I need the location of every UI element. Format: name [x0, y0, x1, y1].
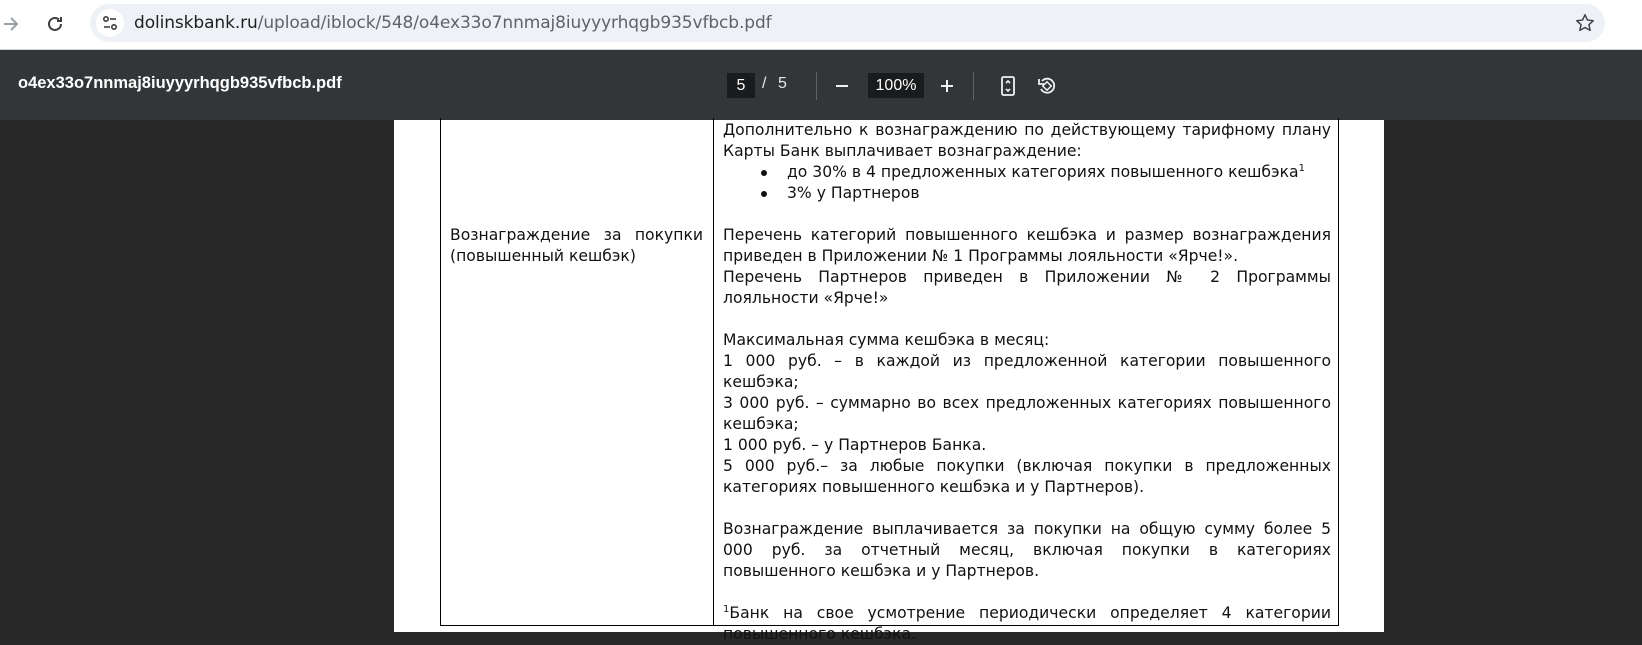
- footnote-marker: 1: [723, 604, 730, 615]
- table-cell-content: [723, 120, 1331, 645]
- url-host: dolinskbank.ru: [134, 13, 258, 33]
- fit-to-page-button[interactable]: [992, 70, 1024, 102]
- footnote-marker: 1: [1298, 163, 1305, 174]
- footnote-text: Банк на свое усмотрение периодически определяет 4 категории повышенного кешбэка.: [723, 604, 1331, 643]
- document-table: [440, 118, 1339, 643]
- categories-paragraph: Перечень категорий повышенного кешбэка и размер вознаграждения приведен в Приложении № 1 Программы лояльности «Ярче!».: [723, 226, 1331, 265]
- page-separator: /: [762, 75, 767, 92]
- table-column-divider: [713, 118, 714, 625]
- list-item: 3% у Партнеров: [787, 183, 1331, 204]
- max-cashback-line: 1 000 руб. – у Партнеров Банка.: [723, 436, 987, 454]
- pdf-file-title: o4ex33o7nnmaj8iuyyyrhqgb935vfbcb.pdf: [18, 74, 342, 92]
- toolbar-divider: [816, 72, 817, 100]
- zoom-in-button[interactable]: [931, 70, 963, 102]
- toolbar-divider: [973, 72, 974, 100]
- list-item: [787, 162, 1331, 183]
- url-text[interactable]: [134, 13, 772, 33]
- url-path: /upload/iblock/548/o4ex33o7nnmaj8iuyyyrhqgb935vfbcb.pdf: [257, 13, 772, 33]
- reload-icon[interactable]: [40, 9, 70, 39]
- minus-icon: [833, 77, 851, 95]
- max-cashback-line: 5 000 руб.– за любые покупки (включая покупки в предложенных категориях повышенного кешбэка и у Партнеров).: [723, 457, 1331, 496]
- forward-icon[interactable]: [0, 9, 26, 39]
- pdf-page: [394, 120, 1384, 643]
- pdf-toolbar: [0, 50, 1642, 120]
- rotate-button[interactable]: [1031, 70, 1063, 102]
- zoom-input[interactable]: 100%: [868, 73, 924, 98]
- address-bar[interactable]: [90, 4, 1605, 42]
- plus-icon: [938, 77, 956, 95]
- site-info-icon[interactable]: [96, 9, 124, 37]
- max-cashback-line: 1 000 руб. – в каждой из предложенной категории повышенного кешбэка;: [723, 352, 1331, 391]
- page-number-input[interactable]: 5: [727, 73, 755, 98]
- footnote-paragraph: [723, 603, 1331, 645]
- page-total: 5: [778, 75, 787, 92]
- fit-page-icon: [998, 75, 1018, 97]
- list-item-text: до 30% в 4 предложенных категориях повышенного кешбэка: [787, 163, 1299, 181]
- bookmark-star-icon[interactable]: [1573, 11, 1597, 35]
- payout-paragraph: Вознаграждение выплачивается за покупки на общую сумму более 5 000 руб. за отчетный месяц, включая покупки в категориях повышенного кешбэка и у Партнеров.: [723, 520, 1331, 580]
- table-cell-label: Вознаграждение за покупки (повышенный кешбэк): [450, 226, 703, 265]
- browser-toolbar: [0, 0, 1642, 50]
- reward-list: [723, 162, 1331, 204]
- max-cashback-line: 3 000 руб. – суммарно во всех предложенных категориях повышенного кешбэка;: [723, 394, 1331, 433]
- intro-paragraph: Дополнительно к вознаграждению по действующему тарифному плану Карты Банк выплачивает вознаграждение:: [723, 121, 1331, 160]
- partners-paragraph: Перечень Партнеров приведен в Приложении № 2 Программы лояльности «Ярче!»: [723, 268, 1331, 307]
- zoom-out-button[interactable]: [826, 70, 858, 102]
- rotate-icon: [1036, 75, 1058, 97]
- pdf-viewer[interactable]: [0, 120, 1642, 643]
- max-cashback-title: Максимальная сумма кешбэка в месяц:: [723, 331, 1050, 349]
